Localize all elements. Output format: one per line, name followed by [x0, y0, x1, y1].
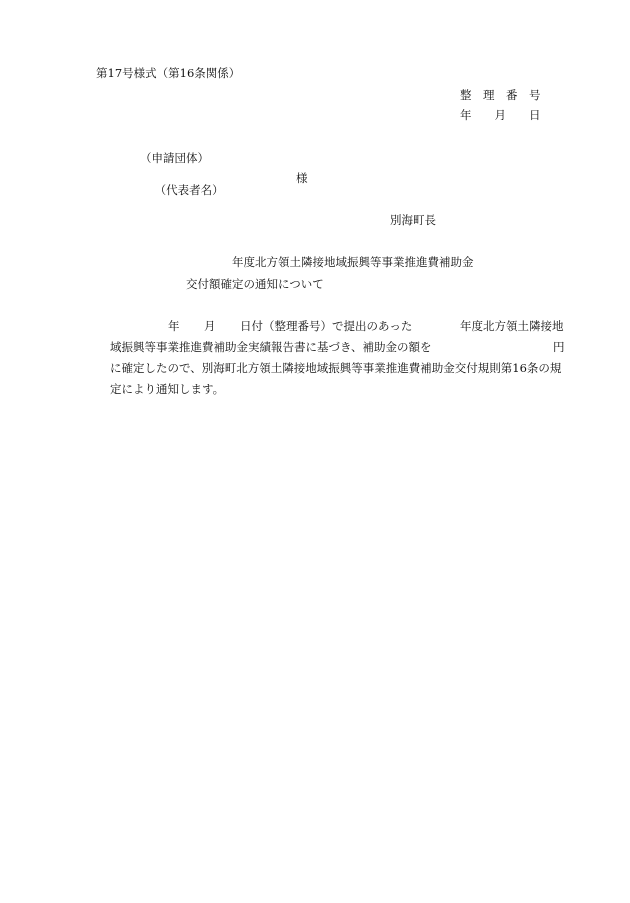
applicant-organization-label: （申請団体） — [140, 151, 209, 165]
issuer-name: 別海町長 — [390, 213, 436, 227]
body-line-4 — [0, 382, 225, 419]
body-line-4-text: 定により通知します。 — [110, 382, 225, 396]
body-line-2-text: 域振興等事業推進費補助金実績報告書に基づき、補助金の額を — [110, 340, 432, 354]
body-program-name-start: 年度北方領土隣接地 — [460, 319, 564, 333]
subject-line-1: 年度北方領土隣接地域振興等事業推進費補助金 — [232, 255, 474, 269]
body-year: 年 — [168, 319, 180, 333]
date-label: 年 月 日 — [460, 108, 541, 122]
subject-line-2: 交付額確定の通知について — [186, 277, 324, 291]
body-day-reference: 日付（整理番号）で提出のあった — [240, 319, 413, 333]
honorific-sama: 様 — [296, 171, 308, 185]
body-month: 月 — [204, 319, 216, 333]
representative-line — [140, 171, 308, 219]
body-yen: 円 — [553, 340, 565, 354]
representative-label: （代表者名） — [154, 182, 224, 197]
body-line-3-text: に確定したので、別海町北方領土隣接地域振興等事業推進費補助金交付規則第16条の規 — [110, 361, 562, 375]
reference-number-label: 整 理 番 号 — [460, 88, 541, 102]
form-number: 第17号様式（第16条関係） — [96, 66, 241, 80]
